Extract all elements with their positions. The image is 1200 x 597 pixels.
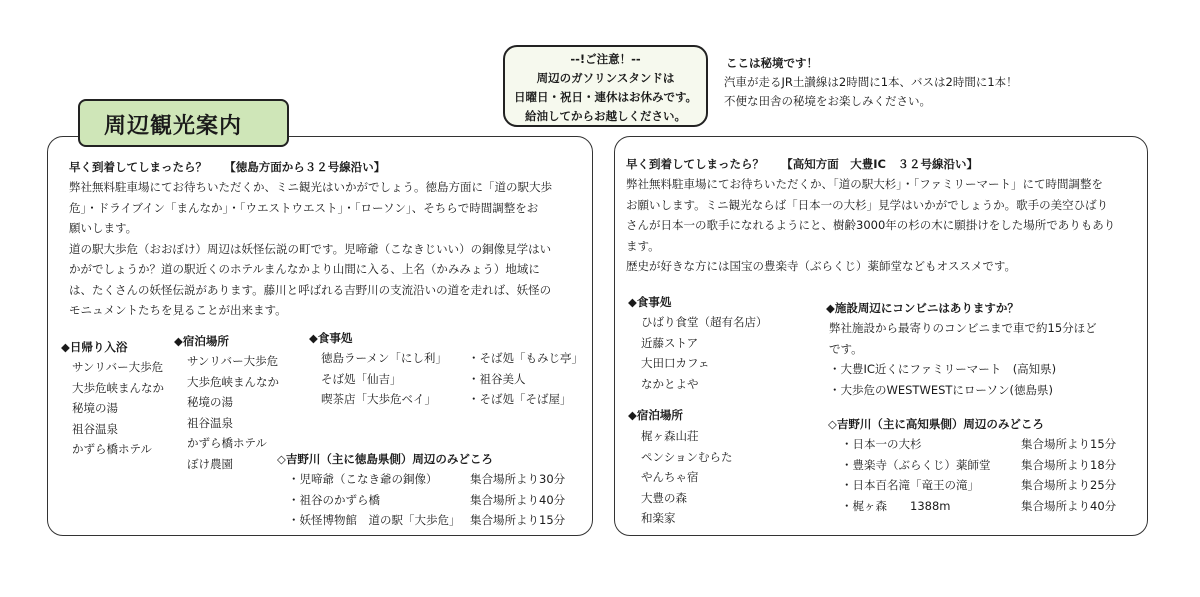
sight-row	[288, 490, 565, 511]
hidden-spot-line: 不便な田舎の秘境をお楽しみください。	[724, 94, 931, 108]
conbini-line: 弊社施設から最寄りのコンビニまで車で約15分ほど	[829, 321, 1097, 335]
hidden-spot-info	[724, 54, 1018, 111]
day-trip-title: ◆日帰り入浴	[61, 340, 128, 354]
lodging-item: 祖谷温泉	[187, 415, 233, 430]
day-trip-item: 大歩危峡まんなか	[72, 380, 164, 395]
conbini-line: ・大歩危のWESTWESTにローソン(徳島県)	[829, 382, 1053, 397]
right-lodging-title: ◆宿泊場所	[628, 408, 683, 422]
lodging-item: ペンションむらた	[641, 449, 733, 464]
left-food-list-2	[468, 348, 583, 410]
conbini-title: ◆施設周辺にコンビニはありますか？	[826, 301, 1019, 315]
left-heading: 早く到着してしまったら？ 【徳島方面から３２号線沿い】	[69, 160, 386, 174]
food-item: 大田口カフェ	[641, 356, 710, 370]
sight-row	[288, 469, 565, 490]
sight-name: ・日本百名滝「竜王の滝」	[841, 478, 979, 492]
sight-name: ・梶ヶ森 1388m	[841, 498, 951, 513]
day-trip-item: 秘境の湯	[72, 401, 118, 415]
right-food-title: ◆食事処	[628, 295, 672, 309]
day-trip-item: サンリバー大歩危	[72, 360, 164, 374]
sight-travel-time: 集合場所より40分	[470, 492, 566, 507]
lodging-item: 大歩危峡まんなか	[187, 374, 279, 389]
sight-row	[841, 496, 1116, 517]
food-item: 近藤ストア	[641, 335, 699, 350]
sight-travel-time: 集合場所より40分	[1021, 498, 1117, 513]
intro-line: 道の駅大歩危（おおぼけ）周辺は妖怪伝説の町です。児啼爺（こなきじいい）の銅像見学はい	[69, 241, 552, 256]
lodging-item: ぼけ農園	[187, 456, 233, 471]
day-trip-item: かずら橋ホテル	[72, 442, 152, 456]
intro-line: 弊社無料駐車場にてお待ちいただくか、「道の駅大杉」・「ファミリーマート」にて時間調整を	[626, 177, 1104, 191]
notice-line: --!ご注意！--	[570, 52, 641, 66]
lodging-item: やんちゃ宿	[641, 470, 699, 484]
food-item: ・祖谷美人	[468, 371, 526, 386]
left-sights-title: ◇吉野川（主に徳島県側）周辺のみどころ	[277, 452, 493, 466]
sight-name: ・妖怪博物館 道の駅「大歩危」	[288, 513, 461, 527]
sight-travel-time: 集合場所より30分	[470, 472, 566, 486]
intro-line: さんが日本一の歌手になれるようにと、樹齢3000年の杉の木に願掛けをした場所でありもあり	[626, 218, 1116, 232]
intro-line: 弊社無料駐車場にてお待ちいただくか、ミニ観光はいかがでしょう。徳島方面に「道の駅大歩	[69, 180, 552, 194]
food-item: ・そば処「もみじ亭」	[468, 351, 583, 365]
intro-line: かがでしょうか？道の駅近くのホテルまんなかより山間に入る、上名（かみみょう）地域に	[69, 262, 540, 276]
right-heading: 早く到着してしまったら？ 【高知方面 大豊IC ３２号線沿い】	[626, 157, 978, 171]
left-intro	[69, 177, 552, 321]
intro-line: は、たくさんの妖怪伝説があります。藤川と呼ばれる吉野川の支流沿いの道を走れば、妖怪の	[69, 282, 552, 297]
kochi-panel	[614, 136, 1148, 536]
food-item: そば処「仙吉」	[321, 371, 402, 386]
sight-name: ・児啼爺（こなき爺の銅像）	[288, 472, 438, 486]
lodging-item: 大豊の森	[641, 490, 687, 505]
sight-travel-time: 集合場所より18分	[1021, 457, 1117, 472]
right-food-list	[641, 312, 768, 394]
intro-line: ます。	[626, 238, 660, 253]
sight-row	[841, 475, 1116, 496]
food-item: 徳島ラーメン「にし利」	[321, 351, 447, 365]
conbini-line: ・大豊IC近くにファミリーマート (高知県)	[829, 362, 1057, 376]
conbini-line: です。	[829, 341, 863, 356]
left-food-title: ◆食事処	[309, 331, 353, 345]
gas-station-notice	[503, 45, 708, 127]
conbini-info	[829, 318, 1097, 400]
intro-line: 危」・ドライブイン「まんなか」・「ウエストウエスト」・「ローソン」、そちらで時間調整をお	[69, 200, 539, 215]
left-lodging-title: ◆宿泊場所	[174, 334, 229, 348]
right-intro	[626, 174, 1115, 277]
intro-line: 歴史が好きな方には国宝の豊楽寺（ぶらくじ）薬師堂などもオススメです。	[626, 259, 1016, 273]
food-item: ・そば処「そば屋」	[468, 392, 572, 406]
lodging-item: かずら橋ホテル	[187, 436, 267, 450]
tokushima-panel	[47, 136, 593, 536]
intro-line: モニュメントたちを見ることが出来ます。	[69, 303, 287, 317]
day-trip-list	[72, 357, 164, 460]
lodging-item: 梶ヶ森山荘	[641, 429, 699, 443]
day-trip-item: 祖谷温泉	[72, 421, 118, 436]
sight-name: ・祖谷のかずら橋	[288, 492, 380, 507]
food-item: なかとよや	[641, 376, 699, 391]
notice-line: 給油してからお越しください。	[525, 109, 686, 123]
food-item: ひばり食堂（超有名店）	[641, 315, 768, 329]
notice-line: 日曜日・祝日・連休はお休みです。	[513, 90, 698, 104]
sight-travel-time: 集合場所より15分	[470, 513, 566, 527]
intro-line: お願いします。ミニ観光ならば「日本一の大杉」見学はいかがでしょうか。歌手の美空ひばり	[626, 197, 1109, 212]
right-lodging-list	[641, 426, 732, 529]
page-title: 周辺観光案内	[78, 99, 289, 147]
sight-travel-time: 集合場所より15分	[1021, 437, 1117, 451]
lodging-item: 和楽家	[641, 511, 676, 525]
notice-line: 周辺のガソリンスタンドは	[536, 71, 675, 85]
lodging-item: サンリバー大歩危	[187, 354, 279, 368]
hidden-spot-title: ここは秘境です！	[726, 56, 818, 70]
sight-row	[841, 434, 1116, 455]
sight-row	[841, 455, 1116, 476]
lodging-item: 秘境の湯	[187, 395, 233, 409]
sight-travel-time: 集合場所より25分	[1021, 478, 1117, 492]
right-sights-list	[841, 434, 1116, 516]
right-sights-title: ◇吉野川（主に高知県側）周辺のみどころ	[828, 417, 1044, 431]
left-food-list-1	[321, 348, 447, 410]
food-item: 喫茶店「大歩危ベイ」	[321, 392, 436, 406]
left-sights-list	[288, 469, 565, 531]
sight-name: ・豊楽寺（ぶらくじ）薬師堂	[841, 457, 991, 472]
hidden-spot-line: 汽車が走るJR土讃線は2時間に1本、バスは2時間に1本！	[724, 75, 1018, 89]
sight-row	[288, 510, 565, 531]
intro-line: 願いします。	[69, 221, 138, 235]
sight-name: ・日本一の大杉	[841, 437, 922, 451]
left-lodging-list	[187, 351, 279, 474]
